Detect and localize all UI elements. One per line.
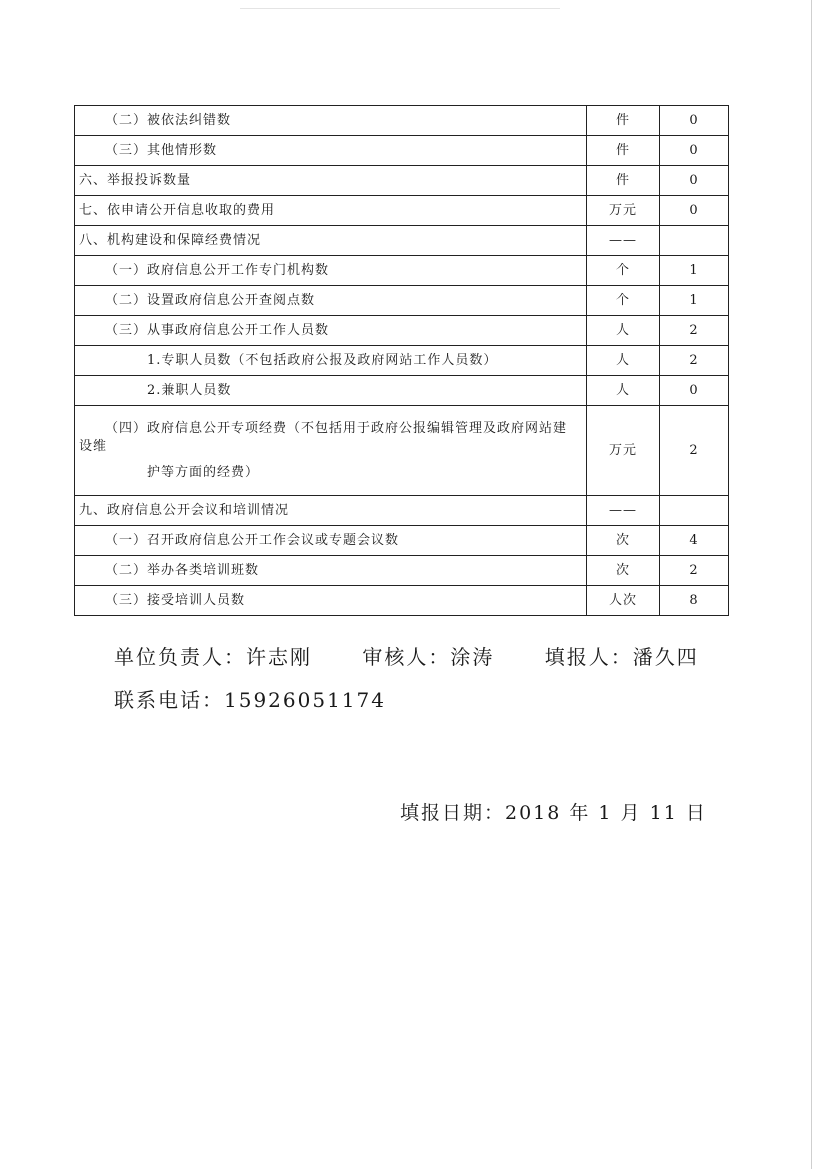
- row-value: 2: [660, 316, 729, 346]
- table-row: [75, 286, 729, 316]
- row-value: 1: [660, 286, 729, 316]
- row-item: （二）举办各类培训班数: [75, 556, 587, 586]
- reviewer: 审核人：涂涛: [362, 645, 495, 669]
- row-item: 八、机构建设和保障经费情况: [75, 226, 587, 256]
- row-item: （二）设置政府信息公开查阅点数: [75, 286, 587, 316]
- row-unit: 人: [587, 316, 660, 346]
- row-item-line: 护等方面的经费）: [147, 464, 260, 480]
- row-item: （三）其他情形数: [75, 136, 587, 166]
- responsible-person: 单位负责人：许志刚: [114, 645, 312, 669]
- row-value: 2: [660, 346, 729, 376]
- row-unit: 次: [587, 526, 660, 556]
- row-unit: ——: [587, 496, 660, 526]
- row-item-line: （四）政府信息公开专项经费（不包括用于政府公报编辑管理及政府网站建: [105, 420, 568, 436]
- row-value: 8: [660, 586, 729, 616]
- row-value: 0: [660, 196, 729, 226]
- table-row: [75, 256, 729, 286]
- row-value: 2: [660, 556, 729, 586]
- page-edge-line: [811, 0, 812, 1169]
- row-item: （三）接受培训人员数: [75, 586, 587, 616]
- row-unit: 人: [587, 376, 660, 406]
- table-row: [75, 166, 729, 196]
- row-item: （二）被依法纠错数: [75, 106, 587, 136]
- row-unit: 万元: [587, 196, 660, 226]
- signature-row: [114, 641, 741, 670]
- row-value: 4: [660, 526, 729, 556]
- row-value: 0: [660, 376, 729, 406]
- row-item: 1.专职人员数（不包括政府公报及政府网站工作人员数）: [75, 346, 587, 376]
- row-unit: 件: [587, 166, 660, 196]
- row-item: 2.兼职人员数: [75, 376, 587, 406]
- row-item: （三）从事政府信息公开工作人员数: [75, 316, 587, 346]
- statistics-table: [74, 105, 729, 616]
- row-item: （一）政府信息公开工作专门机构数: [75, 256, 587, 286]
- table-row: [75, 406, 729, 496]
- filler: 填报人：潘久四: [544, 645, 699, 669]
- table-row: [75, 106, 729, 136]
- row-unit: 人次: [587, 586, 660, 616]
- scan-artifact-line: [240, 8, 560, 9]
- row-value: [660, 496, 729, 526]
- contact-phone: 联系电话：15926051174: [114, 688, 386, 712]
- table-row: [75, 496, 729, 526]
- row-unit: 个: [587, 286, 660, 316]
- row-item-multiline: [75, 406, 587, 496]
- row-unit: 万元: [587, 406, 660, 496]
- row-unit: 件: [587, 106, 660, 136]
- row-value: 0: [660, 166, 729, 196]
- row-value: 0: [660, 136, 729, 166]
- row-value: [660, 226, 729, 256]
- table-row: [75, 196, 729, 226]
- table-row: [75, 586, 729, 616]
- row-unit: 次: [587, 556, 660, 586]
- row-unit: ——: [587, 226, 660, 256]
- table-row: [75, 316, 729, 346]
- row-value: 2: [660, 406, 729, 496]
- table-row: [75, 136, 729, 166]
- table-row: [75, 376, 729, 406]
- row-item: 六、举报投诉数量: [75, 166, 587, 196]
- row-unit: 个: [587, 256, 660, 286]
- row-item: 九、政府信息公开会议和培训情况: [75, 496, 587, 526]
- row-value: 0: [660, 106, 729, 136]
- table-row: [75, 346, 729, 376]
- row-unit: 件: [587, 136, 660, 166]
- row-item: 七、依申请公开信息收取的费用: [75, 196, 587, 226]
- row-unit: 人: [587, 346, 660, 376]
- table-row: [75, 226, 729, 256]
- fill-date: 填报日期：2018 年 1 月 11 日: [400, 802, 707, 824]
- table-row: [75, 556, 729, 586]
- row-item-line: 设维: [79, 438, 108, 454]
- row-value: 1: [660, 256, 729, 286]
- row-item: （一）召开政府信息公开工作会议或专题会议数: [75, 526, 587, 556]
- table-row: [75, 526, 729, 556]
